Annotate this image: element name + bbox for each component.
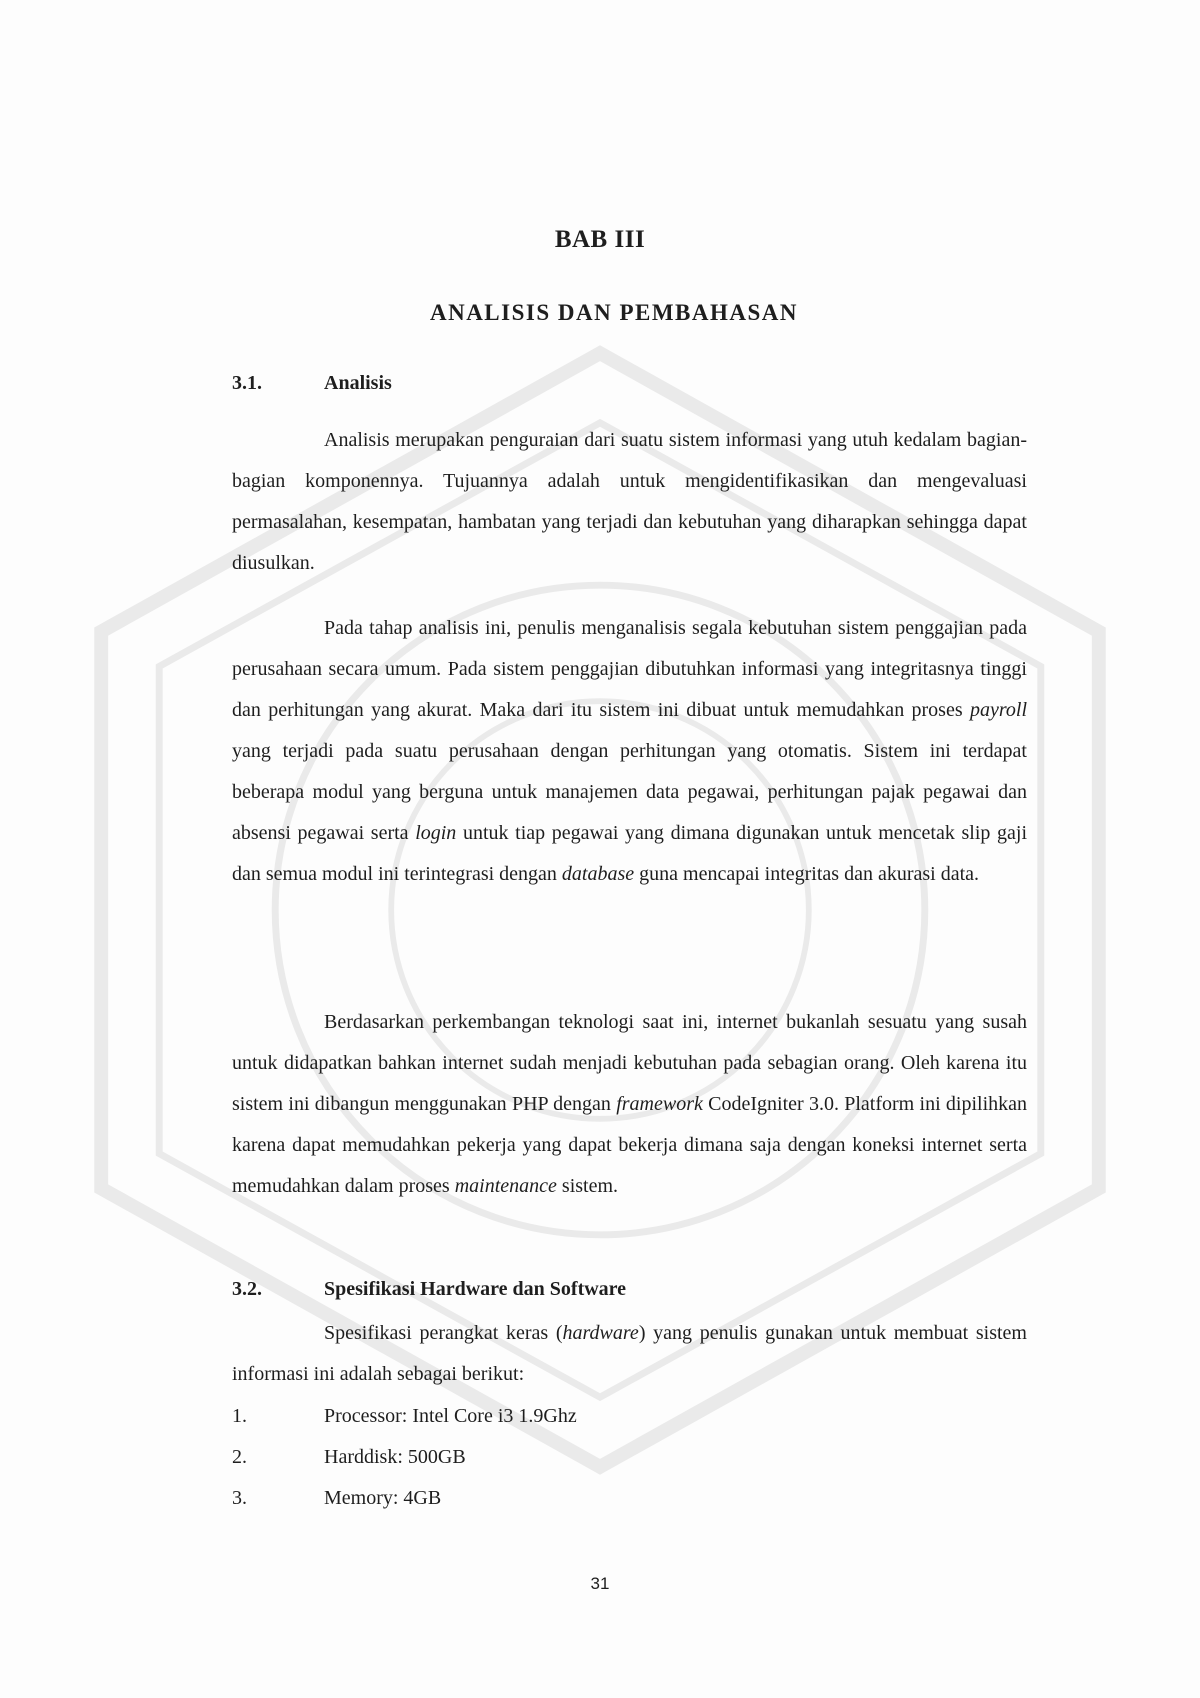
paragraph-tahap-analisis: Pada tahap analisis ini, penulis menganalisis segala kebutuhan sistem penggajian pada perusahaan secara umum. Pada sistem penggajian dibutuhkan informasi yang integritasnya tinggi dan perhitungan yang akurat. Maka dari itu sistem ini dibuat untuk memudahkan proses payroll yang terjadi pada suatu perusahaan dengan perhitungan yang otomatis. Sistem ini terdapat beberapa modul yang berguna untuk manajemen data pegawai, perhitungan pajak pegawai dan absensi pegawai serta login untuk tiap pegawai yang dimana digunakan untuk mencetak slip gaji dan semua modul ini terintegrasi dengan database guna mencapai integritas dan akurasi data. bbox=[232, 617, 1028, 885]
list-item: 2. Harddisk: 500GB bbox=[232, 1446, 466, 1468]
chapter-label: BAB III bbox=[554, 226, 646, 253]
paragraph-analisis: Analisis merupakan penguraian dari suatu sistem informasi yang utuh kedalam bagian-bagian komponennya. Tujuannya adalah untuk mengidentifikasikan dan mengevaluasi permasalahan, kesempatan, hambatan yang terjadi dan kebutuhan yang diharapkan sehingga dapat diusulkan. bbox=[232, 429, 1027, 574]
section-title: Analisis bbox=[324, 372, 392, 394]
section-heading-3-2 bbox=[232, 1278, 626, 1301]
list-item: 1. Processor: Intel Core i3 1.9Ghz bbox=[232, 1405, 577, 1427]
section-heading-3-1 bbox=[232, 372, 392, 395]
paragraph-perkembangan-teknologi: Berdasarkan perkembangan teknologi saat ini, internet bukanlah sesuatu yang susah untuk didapatkan bahkan internet sudah menjadi kebutuhan pada sebagian orang. Oleh karena itu sistem ini dibangun menggunakan PHP dengan framework CodeIgniter 3.0. Platform ini dipilihkan karena dapat memudahkan pekerja yang dapat bekerja dimana saja dengan koneksi internet serta memudahkan dalam proses maintenance sistem. bbox=[232, 1011, 1028, 1197]
section-title: Spesifikasi Hardware dan Software bbox=[324, 1278, 627, 1300]
page-number: 31 bbox=[590, 1574, 610, 1593]
paragraph-spesifikasi: Spesifikasi perangkat keras (hardware) yang penulis gunakan untuk membuat sistem informasi ini adalah sebagai berikut: bbox=[232, 1322, 1027, 1385]
section-number: 3.2. bbox=[232, 1278, 262, 1300]
hardware-spec-list bbox=[232, 1396, 577, 1519]
list-item: 3. Memory: 4GB bbox=[232, 1487, 442, 1509]
chapter-title: ANALISIS DAN PEMBAHASAN bbox=[429, 300, 799, 325]
section-number: 3.1. bbox=[232, 372, 262, 394]
